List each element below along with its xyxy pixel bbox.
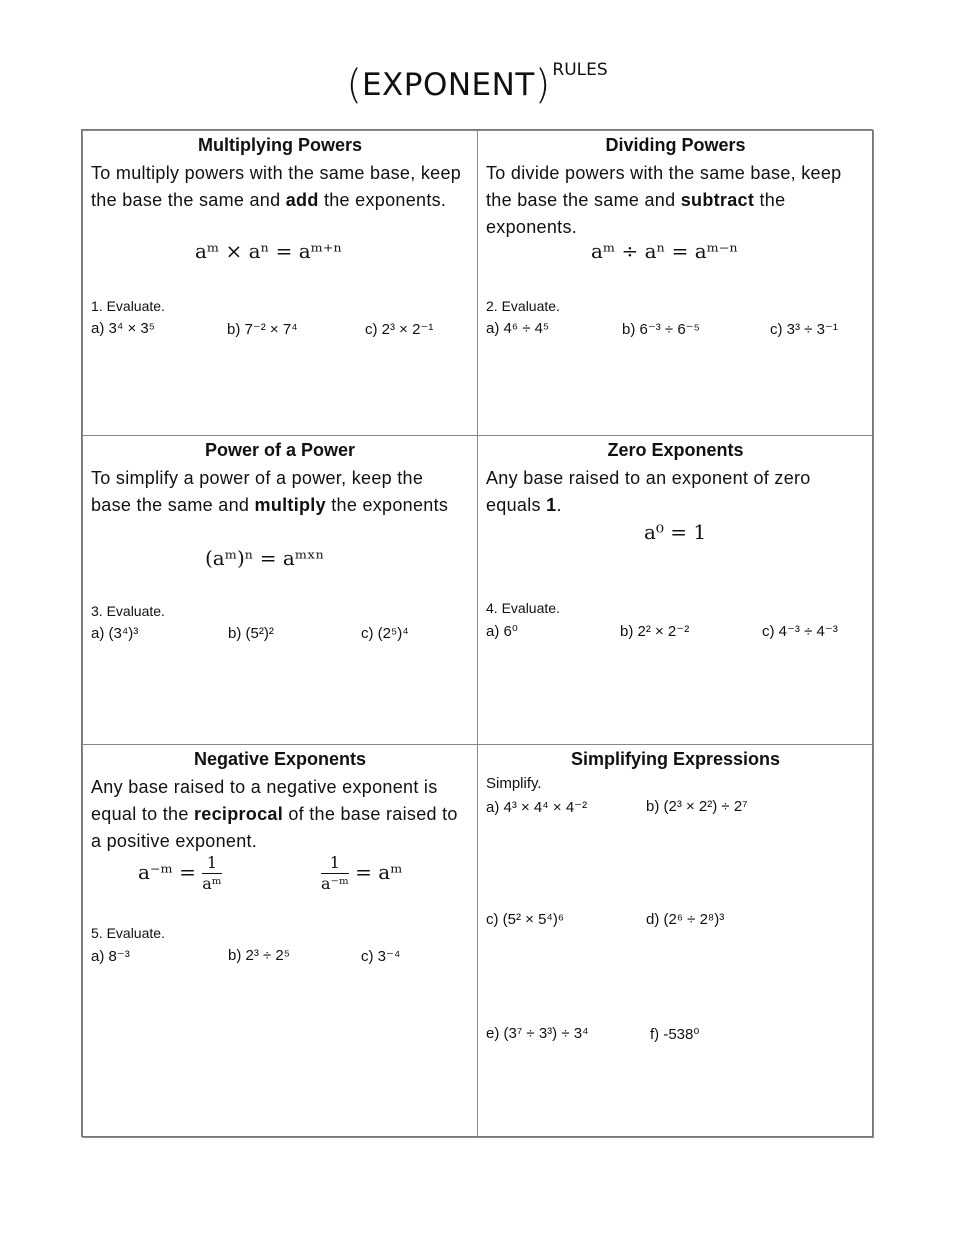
exercise-item: c) 3³ ÷ 3⁻¹ bbox=[770, 321, 838, 338]
evaluate-label: 4. Evaluate. bbox=[486, 600, 560, 616]
formula-power-of-power: (aᵐ)ⁿ = aᵐˣⁿ bbox=[205, 546, 325, 570]
cell-multiplying bbox=[82, 130, 478, 436]
formula-negative-1: a⁻ᵐ = $\frac{1}{\text{aᵐ}}$ bbox=[138, 853, 222, 893]
rules-grid bbox=[81, 129, 873, 1137]
evaluate-label: 2. Evaluate. bbox=[486, 298, 560, 314]
heading-zero: Zero Exponents bbox=[607, 440, 744, 460]
desc-multiplying: To multiply powers with the same base, keep the base the same and add the exponents. bbox=[91, 163, 462, 210]
heading-multiplying: Multiplying Powers bbox=[197, 135, 362, 155]
exercise-item: a) 6⁰ bbox=[486, 623, 518, 640]
formula-multiplying: aᵐ × aⁿ = aᵐ⁺ⁿ bbox=[195, 239, 343, 263]
cell-simplifying bbox=[477, 744, 874, 1138]
desc-negative: Any base raised to a negative exponent is equal to the reciprocal of the base raised to a positive exponent. bbox=[91, 777, 458, 851]
exercise-item: d) (2⁶ ÷ 2⁸)³ bbox=[646, 911, 725, 928]
exercise-item: b) 7⁻² × 7⁴ bbox=[227, 321, 298, 338]
exercise-item: c) 4⁻³ ÷ 4⁻³ bbox=[762, 623, 838, 640]
heading-simplifying: Simplifying Expressions bbox=[570, 749, 781, 769]
heading-power-of-power: Power of a Power bbox=[204, 440, 356, 460]
desc-zero: Any base raised to an exponent of zero equals 1. bbox=[486, 468, 811, 515]
exercise-item: b) 2³ ÷ 2⁵ bbox=[228, 947, 290, 964]
evaluate-label: 5. Evaluate. bbox=[91, 925, 165, 941]
simplify-label: Simplify. bbox=[486, 775, 542, 792]
exercise-item: a) (3⁴)³ bbox=[91, 625, 139, 642]
cell-dividing bbox=[477, 130, 874, 436]
exercise-item: a) 8⁻³ bbox=[91, 948, 130, 965]
exercise-item: b) (2³ × 2²) ÷ 2⁷ bbox=[646, 798, 748, 815]
title-sup: RULES bbox=[552, 60, 608, 80]
exercise-item: e) (3⁷ ÷ 3³) ÷ 3⁴ bbox=[486, 1025, 589, 1042]
title-main: EXPONENT bbox=[361, 67, 535, 103]
exercise-item: c) 2³ × 2⁻¹ bbox=[365, 321, 434, 338]
cell-power-of-power bbox=[82, 435, 478, 745]
cell-negative bbox=[82, 744, 478, 1138]
desc-dividing: To divide powers with the same base, keep the base the same and subtract the exponents. bbox=[486, 163, 842, 237]
formula-zero: a⁰ = 1 bbox=[644, 520, 707, 544]
heading-negative: Negative Exponents bbox=[193, 749, 367, 769]
evaluate-label: 1. Evaluate. bbox=[91, 298, 165, 314]
cell-zero bbox=[477, 435, 874, 745]
desc-power-of-power: To simplify a power of a power, keep the base the same and multiply the exponents bbox=[91, 468, 449, 515]
exercise-item: c) (2⁵)⁴ bbox=[361, 625, 409, 642]
exercise-item: a) 4³ × 4⁴ × 4⁻² bbox=[486, 799, 588, 816]
exercise-item: b) 2² × 2⁻² bbox=[620, 623, 690, 640]
formula-dividing: aᵐ ÷ aⁿ = aᵐ⁻ⁿ bbox=[591, 239, 739, 263]
exercise-item: b) 6⁻³ ÷ 6⁻⁵ bbox=[622, 321, 700, 338]
exercise-item: b) (5²)² bbox=[228, 625, 274, 642]
formula-negative-2: $\frac{1}{\text{a⁻ᵐ}}$ = aᵐ bbox=[321, 853, 403, 893]
exercise-item: c) (5² × 5⁴)⁶ bbox=[486, 911, 565, 928]
evaluate-label: 3. Evaluate. bbox=[91, 603, 165, 619]
exercise-item: c) 3⁻⁴ bbox=[361, 948, 401, 965]
exercise-item: f) -538⁰ bbox=[650, 1026, 700, 1043]
heading-dividing: Dividing Powers bbox=[605, 135, 746, 155]
exercise-item: a) 3⁴ × 3⁵ bbox=[91, 320, 155, 337]
page-title: (EXPONENT) RULES bbox=[346, 60, 608, 108]
exercise-item: a) 4⁶ ÷ 4⁵ bbox=[486, 320, 550, 337]
